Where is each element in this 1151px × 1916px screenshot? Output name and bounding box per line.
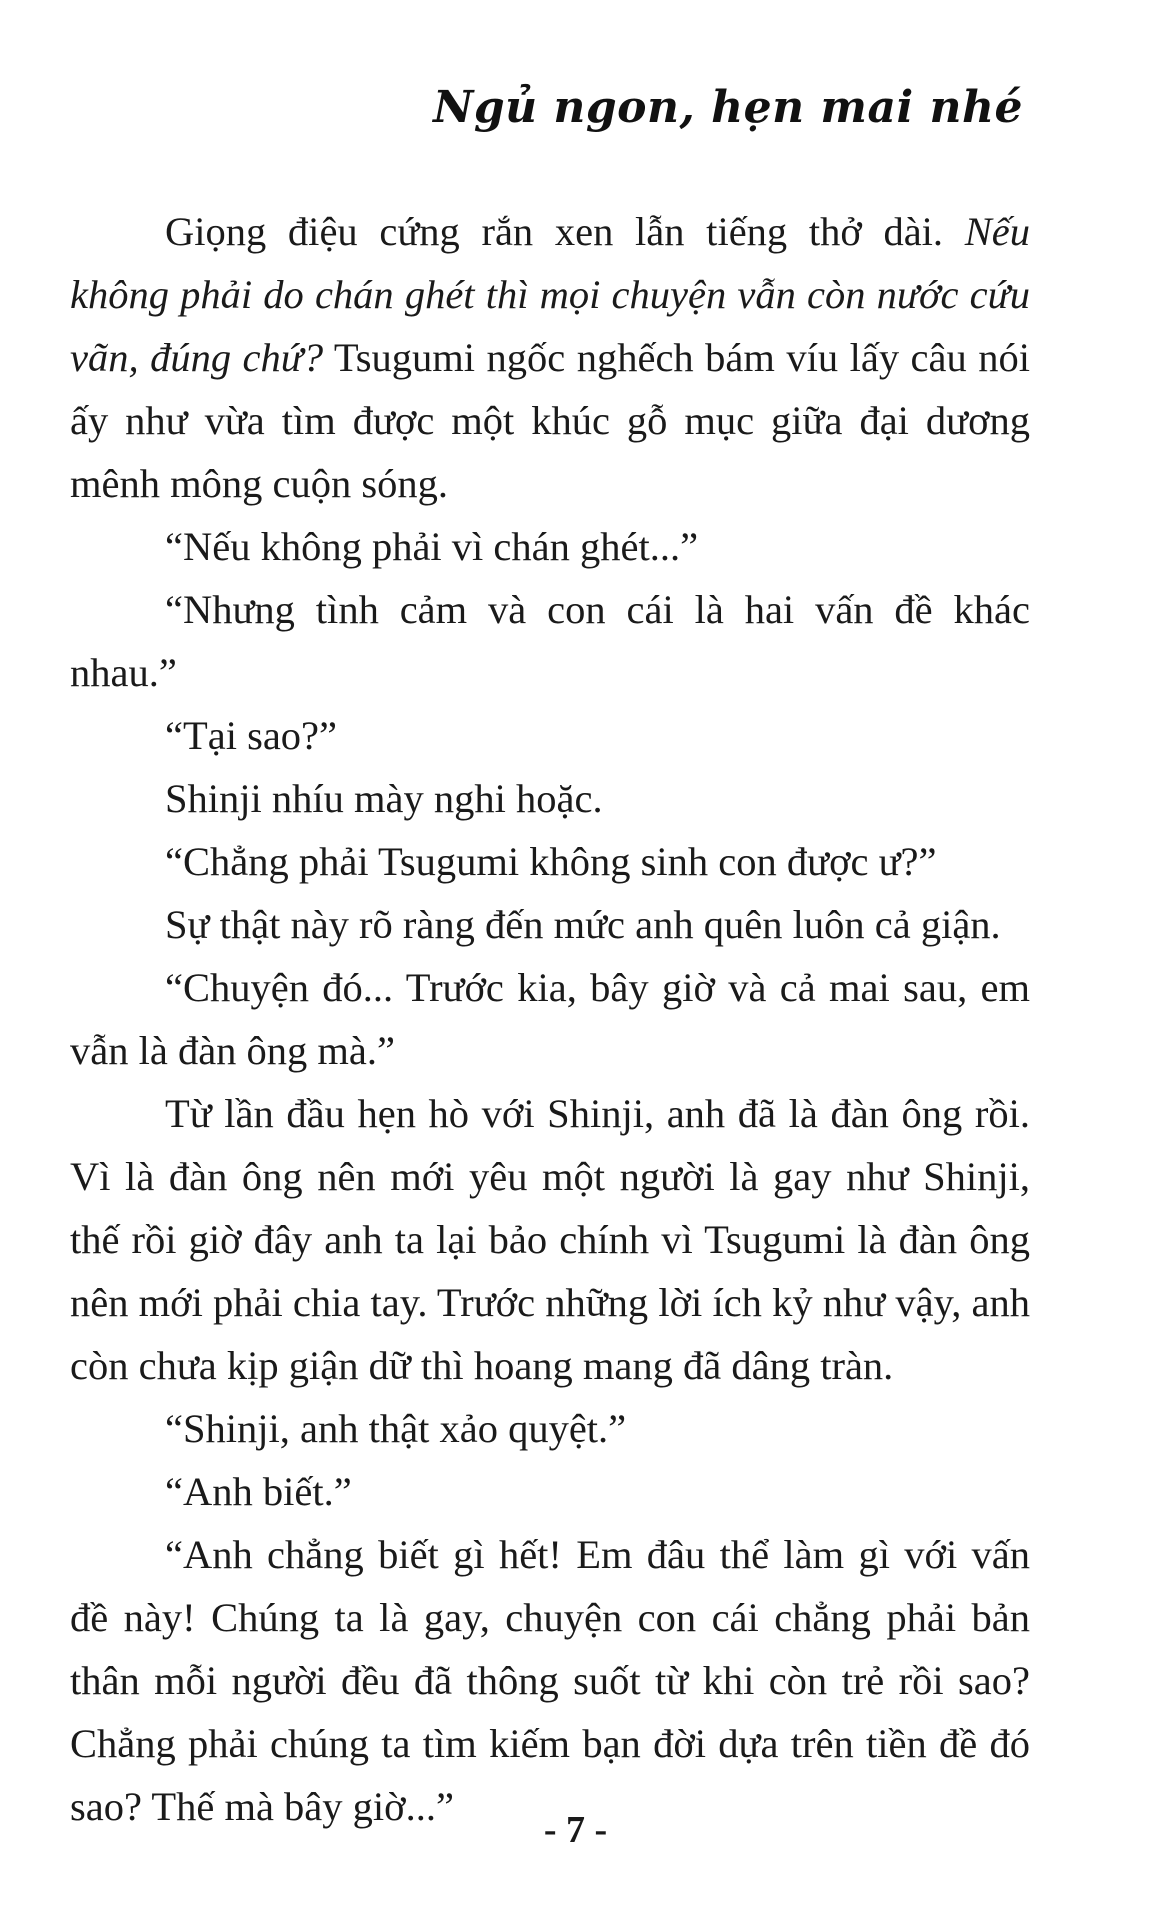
running-head: Ngủ ngon, hẹn mai nhé bbox=[433, 82, 1023, 133]
paragraph: “Chẳng phải Tsugumi không sinh con được ư?” bbox=[165, 839, 937, 884]
paragraph: “Anh biết.” bbox=[165, 1469, 352, 1514]
paragraph: Sự thật này rõ ràng đến mức anh quên luôn cả giận. bbox=[165, 902, 1001, 947]
paragraph: “Anh chẳng biết gì hết! Em đâu thể làm gì với vấn đề này! Chúng ta là gay, chuyện con cái chẳng phải bản thân mỗi người đều đã thông suốt từ khi còn trẻ rồi sao? Chẳng phải chúng ta tìm kiếm bạn đời dựa trên tiền đề đó sao? Thế mà bây giờ...” bbox=[70, 1532, 1030, 1829]
paragraph: “Nhưng tình cảm và con cái là hai vấn đề khác nhau.” bbox=[70, 587, 1030, 695]
paragraph: Giọng điệu cứng rắn xen lẫn tiếng thở dài. Nếu không phải do chán ghét thì mọi chuyện vẫn còn nước cứu vãn, đúng chứ? Tsugumi ngốc nghếch bám víu lấy câu nói ấy như vừa tìm được một khúc gỗ mục giữa đại dương mênh mông cuộn sóng. bbox=[70, 209, 1030, 506]
paragraph: “Nếu không phải vì chán ghét...” bbox=[165, 524, 699, 569]
paragraph: “Chuyện đó... Trước kia, bây giờ và cả mai sau, em vẫn là đàn ông mà.” bbox=[70, 965, 1030, 1073]
paragraph: “Tại sao?” bbox=[165, 713, 338, 758]
paragraph: “Shinji, anh thật xảo quyệt.” bbox=[165, 1406, 627, 1451]
page-number: - 7 - bbox=[543, 1809, 608, 1851]
paragraph: Từ lần đầu hẹn hò với Shinji, anh đã là đàn ông rồi. Vì là đàn ông nên mới yêu một người là gay như Shinji, thế rồi giờ đây anh ta lại bảo chính vì Tsugumi là đàn ông nên mới phải chia tay. Trước những lời ích kỷ như vậy, anh còn chưa kịp giận dữ thì hoang mang đã dâng tràn. bbox=[70, 1091, 1030, 1388]
body-text bbox=[70, 200, 1030, 1838]
paragraph: Shinji nhíu mày nghi hoặc. bbox=[165, 776, 603, 821]
